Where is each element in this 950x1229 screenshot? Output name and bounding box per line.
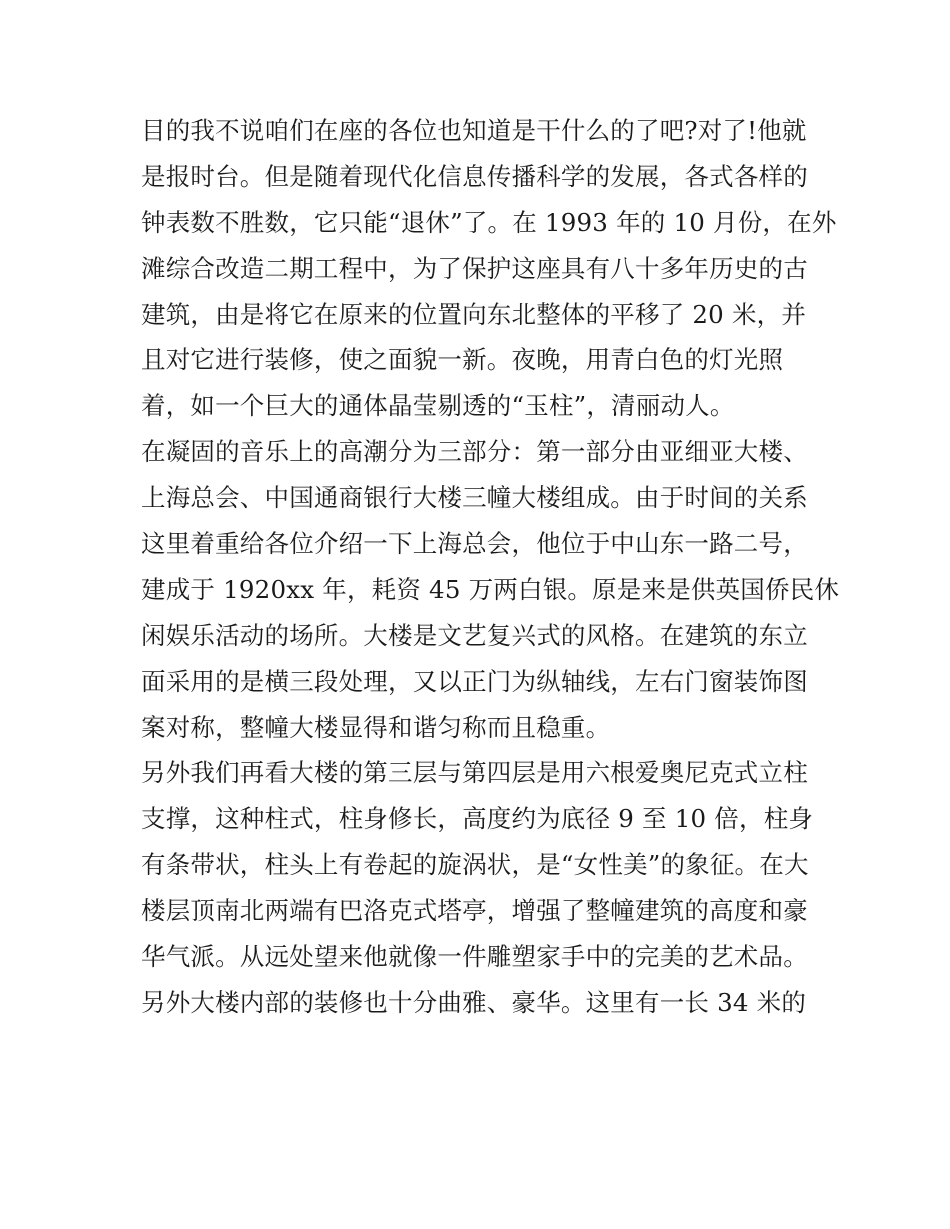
text-line: 在凝固的音乐上的高潮分为三部分：第一部分由亚细亚大楼、 — [141, 437, 808, 467]
text-line: 闲娱乐活动的场所。大楼是文艺复兴式的风格。在建筑的东立 — [141, 620, 808, 650]
text-line: 上海总会、中国通商银行大楼三幢大楼组成。由于时间的关系 — [141, 483, 808, 513]
text-line: 另外大楼内部的装修也十分曲雅、豪华。这里有一长 34 米的 — [141, 987, 807, 1017]
text-line: 且对它进行装修，使之面貌一新。夜晚，用青白色的灯光照 — [141, 345, 784, 375]
text-line: 是报时台。但是随着现代化信息传播科学的发展，各式各样的 — [141, 161, 808, 191]
text-line: 目的我不说咱们在座的各位也知道是干什么的了吧?对了!他就 — [141, 116, 807, 145]
text-line: 楼层顶南北两端有巴洛克式塔亭，增强了整幢建筑的高度和豪 — [141, 896, 808, 926]
text-line: 支撑，这种柱式，柱身修长，高度约为底径 9 至 10 倍，柱身 — [141, 804, 814, 834]
text-line: 这里着重给各位介绍一下上海总会，他位于中山东一路二号， — [141, 529, 808, 559]
text-line: 建成于 1920xx 年，耗资 45 万两白银。原是来是供英国侨民休 — [141, 574, 840, 604]
text-line: 案对称，整幢大楼显得和谐匀称而且稳重。 — [141, 712, 611, 742]
text-line: 滩综合改造二期工程中，为了保护这座具有八十多年历史的古 — [141, 253, 808, 283]
text-line: 建筑，由是将它在原来的位置向东北整体的平移了 20 米，并 — [141, 299, 807, 329]
text-line: 另外我们再看大楼的第三层与第四层是用六根爱奥尼克式立柱 — [141, 758, 808, 788]
text-line: 面采用的是横三段处理，又以正门为纵轴线，左右门窗装饰图 — [141, 666, 808, 696]
text-line: 华气派。从远处望来他就像一件雕塑家手中的完美的艺术品。 — [141, 942, 808, 972]
document-text-body — [141, 108, 840, 1026]
text-line: 着，如一个巨大的通体晶莹剔透的“玉柱”，清丽动人。 — [141, 391, 735, 421]
text-line: 有条带状，柱头上有卷起的旋涡状，是“女性美”的象征。在大 — [141, 850, 809, 880]
text-line: 钟表数不胜数，它只能“退休”了。在 1993 年的 10 月份，在外 — [141, 207, 837, 237]
